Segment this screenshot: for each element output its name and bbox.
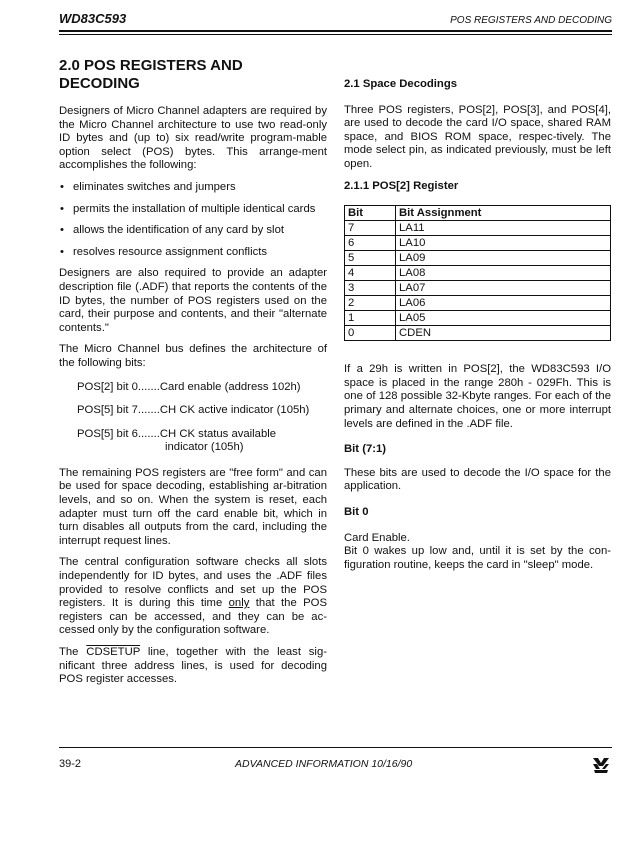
table-row xyxy=(345,221,611,236)
table-cell: LA05 xyxy=(396,311,611,326)
subsection-heading: 2.1 Space Decodings xyxy=(344,78,458,90)
table-cell: LA11 xyxy=(396,221,611,236)
table-row xyxy=(345,296,611,311)
emphasis-only: only xyxy=(228,597,250,610)
table-row xyxy=(345,266,611,281)
table-row xyxy=(345,311,611,326)
bit-definition: POS[2] bit 0.......Card enable (address 102h) xyxy=(77,380,301,393)
table-row xyxy=(345,326,611,341)
wd-logo-icon xyxy=(591,755,611,775)
left-column xyxy=(59,57,327,695)
table-cell: 3 xyxy=(345,281,396,296)
bit-definition-continued: indicator (105h) xyxy=(165,441,244,454)
table-cell: 2 xyxy=(345,296,396,311)
table-cell: LA06 xyxy=(396,296,611,311)
table-cell: CDEN xyxy=(396,326,611,341)
bus-paragraph: The Micro Channel bus defines the architecture of the following bits: xyxy=(59,343,327,369)
range-paragraph: If a 29h is written in POS[2], the WD83C593 I/O space is placed in the range 280h - 029Fh. This is one of 128 possible 32-Kbyte ranges. For each of the primary and alternate choices, one or more interrupt levels are defined in the .ADF file. xyxy=(344,363,611,430)
table-cell: 4 xyxy=(345,266,396,281)
footer-notice: ADVANCED INFORMATION 10/16/90 xyxy=(235,758,413,770)
table-cell: 0 xyxy=(345,326,396,341)
table-cell: 1 xyxy=(345,311,396,326)
header-section-title: POS REGISTERS AND DECODING xyxy=(450,15,612,26)
adf-paragraph: Designers are also required to provide an adapter description file (.ADF) that reports the contents of the ID bytes, the number of POS registers used on the card, their purpose and contents, and their "alternate contents." xyxy=(59,267,327,334)
table-row xyxy=(345,251,611,266)
bit0-paragraph: Bit 0 wakes up low and, until it is set by the con-figuration routine, keeps the card in "sleep" mode. xyxy=(344,545,611,571)
page-number: 39-2 xyxy=(59,758,82,770)
intro-paragraph: Designers of Micro Channel adapters are required by the Micro Channel architecture to use two read-only ID bytes and (up to) six read/write program-mable option select (POS) bytes. This arrange-ment accomplishes the following: xyxy=(59,105,327,172)
text-run: that the POS registers can be accessed, and they can be ac-cessed only by the configuration software. xyxy=(59,597,327,637)
bit-definitions xyxy=(77,381,327,455)
table-cell: LA10 xyxy=(396,236,611,251)
table-cell: LA08 xyxy=(396,266,611,281)
bit71-paragraph: These bits are used to decode the I/O space for the application. xyxy=(344,466,611,493)
header-doc-id: WD83C593 xyxy=(59,11,127,26)
bit-definition: POS[5] bit 7.......CH CK active indicator (105h) xyxy=(77,404,310,417)
header-rule xyxy=(59,30,612,32)
central-config-paragraph xyxy=(59,556,327,638)
list-item: • eliminates switches and jumpers xyxy=(59,181,327,195)
pos2-bit-table xyxy=(344,205,611,341)
list-item: • permits the installation of multiple identical cards xyxy=(59,203,327,217)
table-cell: 7 xyxy=(345,221,396,236)
table-cell: LA09 xyxy=(396,251,611,266)
benefits-list xyxy=(59,181,327,259)
list-item: • allows the identification of any card by slot xyxy=(59,224,327,238)
right-column xyxy=(344,78,611,580)
list-item: • resolves resource assignment conflicts xyxy=(59,246,327,260)
free-form-paragraph: The remaining POS registers are "free form" and can be used for space decoding, establishing ar-bitration levels, and so on. When the system is reset, each adapter must turn off the card enable bit, which in turn disables all outputs from the card, including the interrupt request lines. xyxy=(59,466,327,547)
space-decodings-paragraph: Three POS registers, POS[2], POS[3], and POS[4], are used to decode the card I/O space, shared RAM space, and BIOS ROM space, respec-tively. The mode select pin, as indicated previously, must be left open. xyxy=(344,103,611,170)
table-row xyxy=(345,236,611,251)
bit0-label: Card Enable. xyxy=(344,531,410,544)
bit-definition: POS[5] bit 6.......CH CK status available xyxy=(77,427,277,440)
table-header-row xyxy=(345,206,611,221)
text-run: line, together with the least sig-nificant three address lines, is used for decoding POS register accesses. xyxy=(59,646,327,686)
bit71-heading: Bit (7:1) xyxy=(344,443,387,456)
cdsetup-signal: CDSETUP xyxy=(86,646,141,658)
text-run: The xyxy=(59,646,87,658)
table-cell: LA07 xyxy=(396,281,611,296)
bit0-heading: Bit 0 xyxy=(344,505,369,518)
text-run: The central configuration software checks all slots independently for ID bytes, and uses the .ADF files provided to resolve conflicts and set up the POS registers. It is during this time xyxy=(59,556,327,610)
column-header-assignment: Bit Assignment xyxy=(396,206,611,221)
table-row xyxy=(345,281,611,296)
footer-rule xyxy=(59,747,612,748)
register-heading: 2.1.1 POS[2] Register xyxy=(344,179,459,192)
header-rule-thin xyxy=(59,34,612,35)
cdsetup-paragraph xyxy=(59,646,327,687)
table-cell: 6 xyxy=(345,236,396,251)
section-heading: 2.0 POS REGISTERS AND DECODING xyxy=(59,57,243,92)
column-header-bit: Bit xyxy=(345,206,396,221)
table-cell: 5 xyxy=(345,251,396,266)
